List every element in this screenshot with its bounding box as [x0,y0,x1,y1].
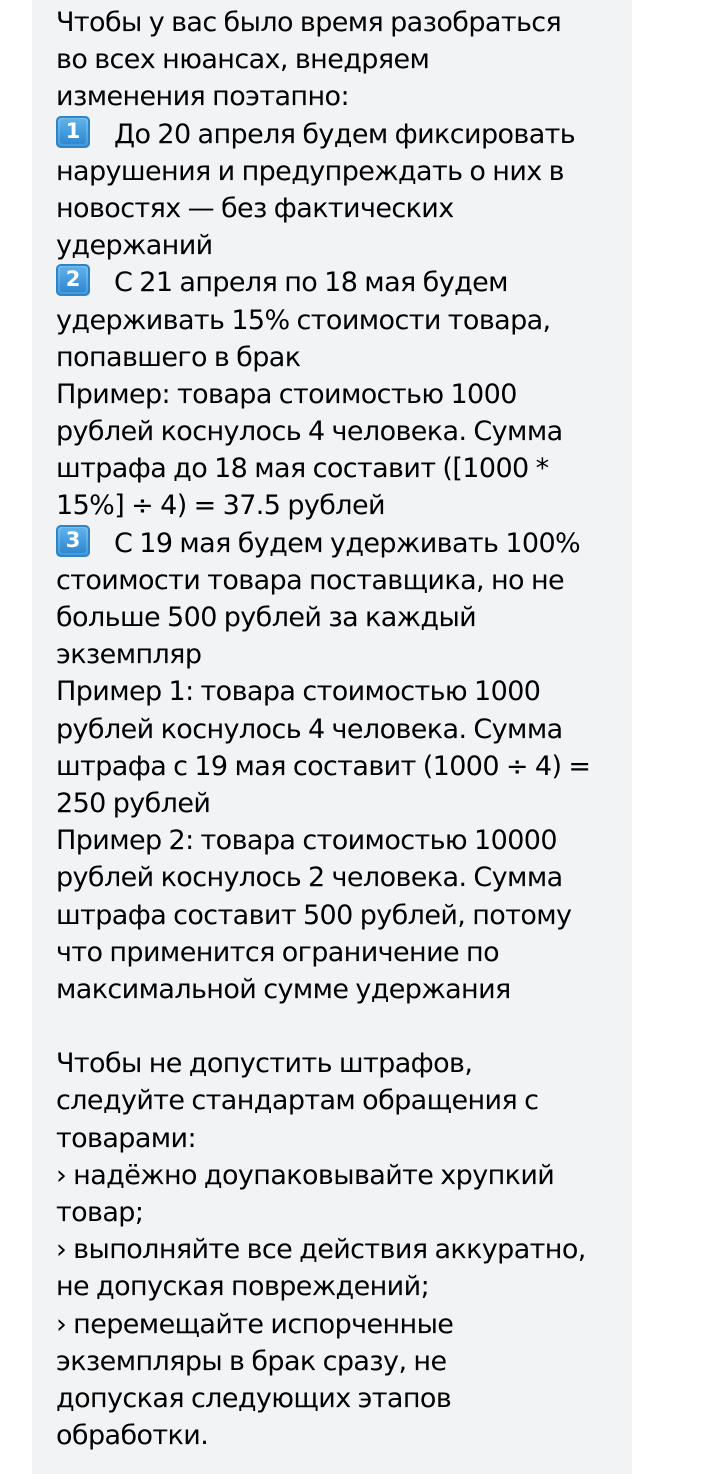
step-3-example-line: рублей коснулось 4 человека. Сумма [56,713,563,745]
step-3-line: стоимости товара поставщика, но не [56,564,565,596]
step-2-example-line: штрафа до 18 мая составит ([1000 * [56,453,549,485]
step-3-example-line: Пример 2: товара стоимостью 10000 [56,825,557,857]
advice-bullet-line: › выполняйте все действия аккуратно, [56,1234,586,1266]
message-bubble [32,0,632,1474]
step-3-line: больше 500 рублей за каждый [56,602,477,633]
step-3-example-line: что применится ограничение по [56,936,500,968]
keycap-three-icon: 3 [56,525,90,557]
intro-line: изменения поэтапно: [56,81,349,113]
step-3-line: экземпляр [56,639,202,671]
step-3-line: 3 С 19 мая будем удерживать 100% [56,525,620,562]
step-2-example-line: 15%] ÷ 4) = 37.5 рублей [56,490,385,522]
step-3-example-line: максимальной сумме удержания [56,973,511,1005]
step-2-line: попавшего в брак [56,341,301,373]
step-1-line: 1 До 20 апреля будем фиксировать [56,116,620,153]
step-2-line: удерживать 15% стоимости товара, [56,304,551,336]
keycap-one-icon: 1 [56,116,90,148]
step-1-line: нарушения и предупреждать о них в [56,155,564,187]
step-3-example-line: Пример 1: товара стоимостью 1000 [56,676,541,708]
step-3-example-line: рублей коснулось 2 человека. Сумма [56,862,563,894]
intro-line: во всех нюансах, внедряем [56,44,430,76]
advice-bullet-line: не допуская повреждений; [56,1271,430,1303]
message-text [56,4,620,1454]
step-2-line: 2 С 21 апреля по 18 мая будем [56,264,620,301]
paragraph-spacer [56,1008,620,1045]
step-1-line: удержаний [56,230,213,262]
advice-line: товарами: [56,1122,197,1154]
advice-bullet-line: товар; [56,1197,144,1228]
keycap-two-icon: 2 [56,264,90,296]
advice-bullet-line: › перемещайте испорченные [56,1308,454,1340]
step-2-example-line: Пример: товара стоимостью 1000 [56,378,517,410]
advice-bullet-line: экземпляры в брак сразу, не [56,1345,447,1377]
intro-line: Чтобы у вас было время разобраться [56,7,562,38]
advice-bullet-line: обработки. [56,1420,209,1452]
step-1-line: новостях — без фактических [56,192,454,224]
advice-bullet-line: › надёжно доупаковывайте хрупкий [56,1159,555,1191]
advice-bullet-line: допуская следующих этапов [56,1382,452,1414]
step-3-example-line: штрафа с 19 мая составит (1000 ÷ 4) = [56,750,591,782]
advice-line: Чтобы не допустить штрафов, [56,1048,473,1080]
step-3-example-line: 250 рублей [56,787,211,819]
step-3-example-line: штрафа составит 500 рублей, потому [56,899,572,931]
step-2-example-line: рублей коснулось 4 человека. Сумма [56,416,563,448]
advice-line: следуйте стандартам обращения с [56,1085,539,1117]
